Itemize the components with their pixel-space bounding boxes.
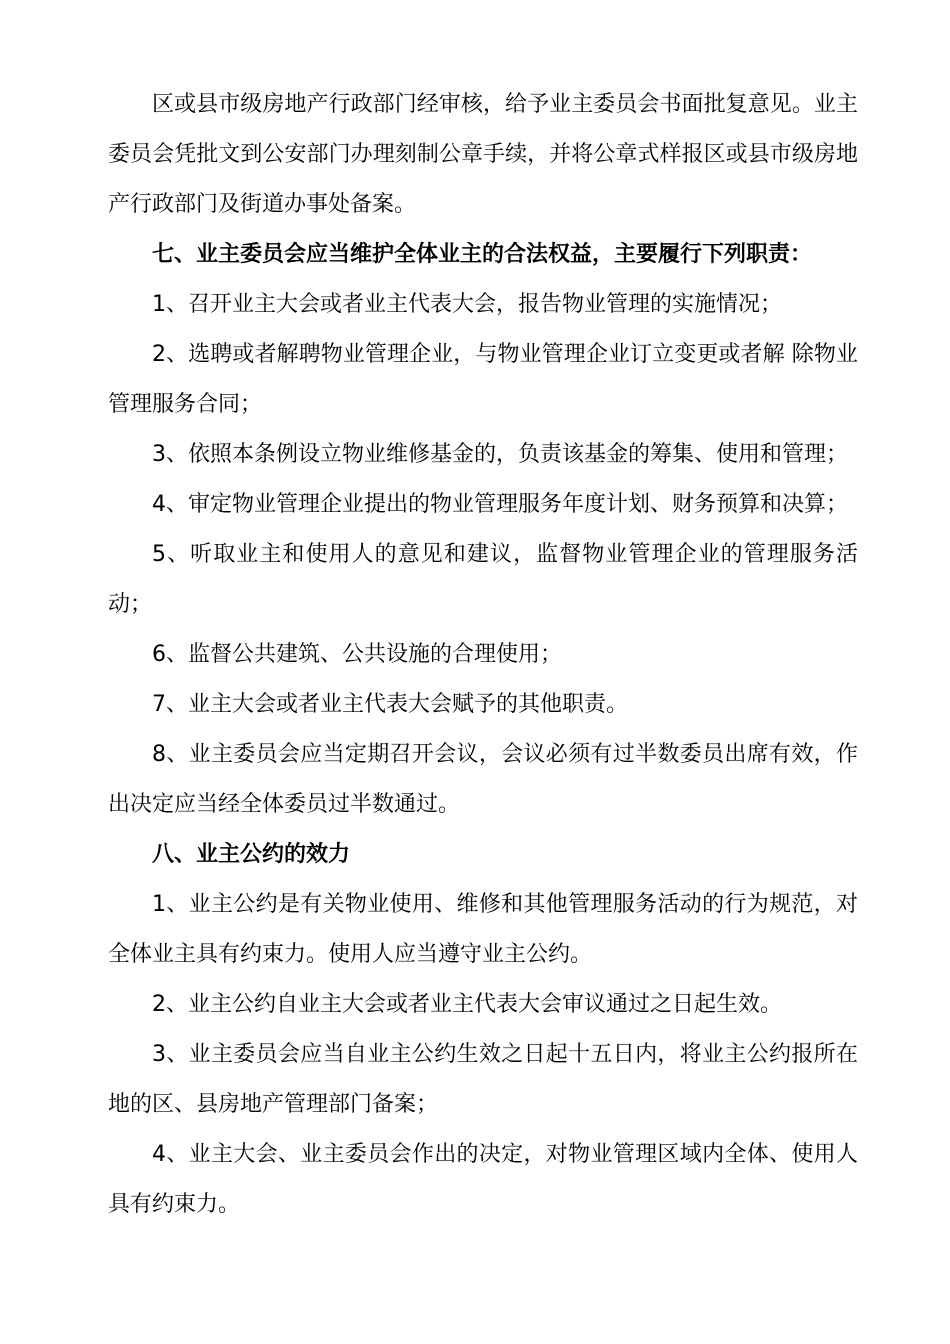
covenant-item-2: 2、业主公约自业主大会或者业主代表大会审议通过之日起生效。 <box>152 992 782 1017</box>
section-heading-owner-covenant: 八、业主公约的效力 <box>152 842 351 867</box>
covenant-item-4: 4、业主大会、业主委员会作出的决定，对物业管理区域内全体、使用人具有约束力。 <box>108 1142 858 1217</box>
duty-item-7: 7、业主大会或者业主代表大会赋予的其他职责。 <box>152 692 628 717</box>
duty-item-8: 8、业主委员会应当定期召开会议，会议必须有过半数委员出席有效，作出决定应当经全体委员过半数通过。 <box>108 742 858 817</box>
section-heading-committee-duties: 七、业主委员会应当维护全体业主的合法权益，主要履行下列职责： <box>152 242 813 267</box>
duty-item-1: 1、召开业主大会或者业主代表大会，报告物业管理的实施情况； <box>152 292 782 317</box>
duty-item-4: 4、审定物业管理企业提出的物业管理服务年度计划、财务预算和决算； <box>152 492 848 517</box>
covenant-item-1: 1、业主公约是有关物业使用、维修和其他管理服务活动的行为规范，对全体业主具有约束力。使用人应当遵守业主公约。 <box>108 892 858 967</box>
duty-item-3: 3、依照本条例设立物业维修基金的，负责该基金的筹集、使用和管理； <box>152 442 848 467</box>
document-page <box>108 80 858 1230</box>
duty-item-2: 2、选聘或者解聘物业管理企业，与物业管理企业订立变更或者解 除物业管理服务合同； <box>108 342 858 417</box>
paragraph-approval-continuation: 区或县市级房地产行政部门经审核，给予业主委员会书面批复意见。业主委员会凭批文到公安部门办理刻制公章手续，并将公章式样报区或县市级房地产行政部门及街道办事处备案。 <box>108 92 858 217</box>
duty-item-5: 5、听取业主和使用人的意见和建议，监督物业管理企业的管理服务活动； <box>108 542 858 617</box>
covenant-item-3: 3、业主委员会应当自业主公约生效之日起十五日内，将业主公约报所在地的区、县房地产管理部门备案； <box>108 1042 858 1117</box>
duty-item-6: 6、监督公共建筑、公共设施的合理使用； <box>152 642 562 667</box>
